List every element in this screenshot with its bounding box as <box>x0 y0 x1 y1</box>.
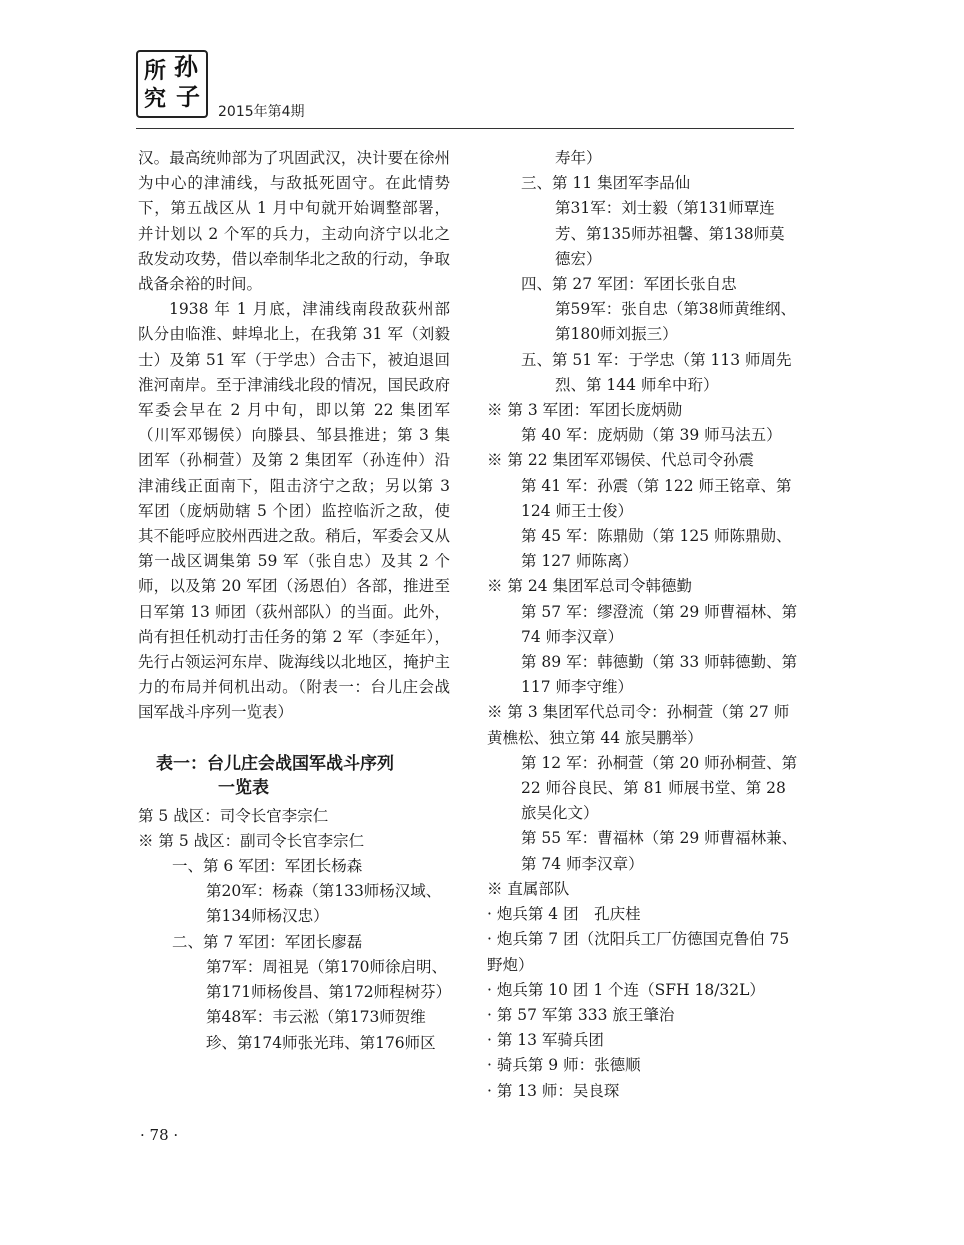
list-item: 第 41 军：孙震（第 122 师王铭章、第 124 师王士俊） <box>521 476 792 520</box>
list-item: 第 40 军：庞炳勋（第 39 师马法五） <box>521 426 782 445</box>
list-item: · 炮兵第 4 团 孔庆桂 <box>487 905 641 924</box>
table-title-line: 表一：台儿庄会战国军战斗序列 <box>156 753 394 774</box>
list-item: · 炮兵第 10 团 1 个连（SFH 18/32L） <box>487 980 765 999</box>
journal-logo <box>136 50 208 118</box>
list-item: 第48军：韦云淞（第173师贺维珍、第174师张光玮、第176师区 <box>206 1008 436 1052</box>
table-title-line: 一览表 <box>218 777 269 798</box>
right-column <box>487 146 799 1104</box>
list-item: ※ 第 5 战区：副司令长官李宗仁 <box>138 831 365 850</box>
list-item: 五、第 51 军：于学忠（第 113 师周先烈、第 144 师牟中珩） <box>521 350 792 394</box>
list-item: ※ 第 3 集团军代总司令：孙桐萱（第 27 师黄樵松、独立第 44 旅吴鹏举） <box>487 703 790 747</box>
page-number: · 78 · <box>140 1126 179 1144</box>
list-item: · 骑兵第 9 师：张德顺 <box>487 1056 641 1075</box>
left-column <box>138 146 450 1056</box>
list-item: · 炮兵第 7 团（沈阳兵工厂仿德国克鲁伯 75 野炮） <box>487 930 790 974</box>
body-paragraph: 汉。最高统帅部为了巩固武汉，决计要在徐州为中心的津浦线，与敌抵死固守。在此情势下，第五战区从 1 月中旬就开始调整部署，并计划以 2 个军的兵力，主动向济宁以北之敌发动攻势，借以牵制华北之敌的行动，争取战备余裕的时间。 <box>138 149 450 294</box>
logo-char: 子 <box>176 82 200 111</box>
list-item: 第20军：杨森（第133师杨汉域、第134师杨汉忠） <box>206 882 442 926</box>
list-item: · 第 13 军骑兵团 <box>487 1031 604 1050</box>
table-title <box>138 752 450 800</box>
list-item: 第 89 军：韩德勤（第 33 师韩德勤、第 117 师李守维） <box>521 653 798 697</box>
list-item: ※ 直属部队 <box>487 879 570 898</box>
logo-char: 所 <box>144 58 167 84</box>
header-rule <box>136 128 794 129</box>
list-item: 三、第 11 集团军李品仙 <box>521 174 691 193</box>
page-header <box>0 0 964 132</box>
list-item: 四、第 27 军团：军团长张自忠 <box>521 275 737 294</box>
list-item: 第7军：周祖晃（第170师徐启明、第171师杨俊昌、第172师程树芬） <box>206 957 452 1002</box>
list-item: 第 12 军：孙桐萱（第 20 师孙桐萱、第 22 师谷良民、第 81 师展书堂、第 28 旅吴化文） <box>521 753 798 823</box>
issue-label: 2015年第4期 <box>218 104 305 120</box>
list-item: ※ 第 22 集团军邓锡侯、代总司令孙震 <box>487 451 755 470</box>
body-paragraph: 1938 年 1 月底，津浦线南段敌荻州部队分由临淮、蚌埠北上，在我第 31 军（刘毅士）及第 51 军（于学忠）合击下，被迫退回淮河南岸。至于津浦线北段的情况，国民政府军委会早在 2 月中旬，即以第 22 集团军（川军邓锡侯）向滕县、邹县推进；第 3 集团军（孙桐萱）及第 2 集团军（孙连仲）沿津浦线正面南下，阻击济宁之敌；另以第 3 军团（庞炳勋辖 5 个团）监控临沂之敌，使其不能呼应胶州西进之敌。稍后，军委会又从第一战区调集第 59 军（张自忠）及其 2 个师，以及第 20 军团（汤恩伯）各部，推进至日军第 13 师团（荻州部队）的当面。此外，尚有担任机动打击任务的第 2 军（李延年），先行占领运河东岸、陇海线以北地区，掩护主力的布局并伺机出动。（附表一：台儿庄会战国军战斗序列一览表） <box>138 300 450 722</box>
list-item: 一、第 6 军团：军团长杨森 <box>172 857 363 876</box>
list-item: 寿年） <box>555 149 602 167</box>
list-item: 第59军：张自忠（第38师黄维纲、第180师刘振三） <box>555 300 796 344</box>
logo-char: 究 <box>144 86 167 112</box>
logo-char: 孙 <box>174 52 198 81</box>
list-item: 第 55 军：曹福林（第 29 师曹福林兼、第 74 师李汉章） <box>521 829 798 873</box>
list-item: 第 5 战区：司令长官李宗仁 <box>138 806 329 825</box>
list-item: 第31军：刘士毅（第131师覃连芳、第135师苏祖馨、第138师莫德宏） <box>555 199 785 268</box>
list-item: ※ 第 3 军团：军团长庞炳勋 <box>487 401 683 420</box>
list-item: · 第 13 师：吴良琛 <box>487 1081 620 1100</box>
list-item: 二、第 7 军团：军团长廖磊 <box>172 932 363 951</box>
list-item: 第 45 军：陈鼎勋（第 125 师陈鼎勋、第 127 师陈离） <box>521 527 792 571</box>
list-item: 第 57 军：缪澄流（第 29 师曹福林、第 74 师李汉章） <box>521 602 798 646</box>
list-item: · 第 57 军第 333 旅王肇治 <box>487 1005 675 1024</box>
list-item: ※ 第 24 集团军总司令韩德勤 <box>487 577 693 596</box>
